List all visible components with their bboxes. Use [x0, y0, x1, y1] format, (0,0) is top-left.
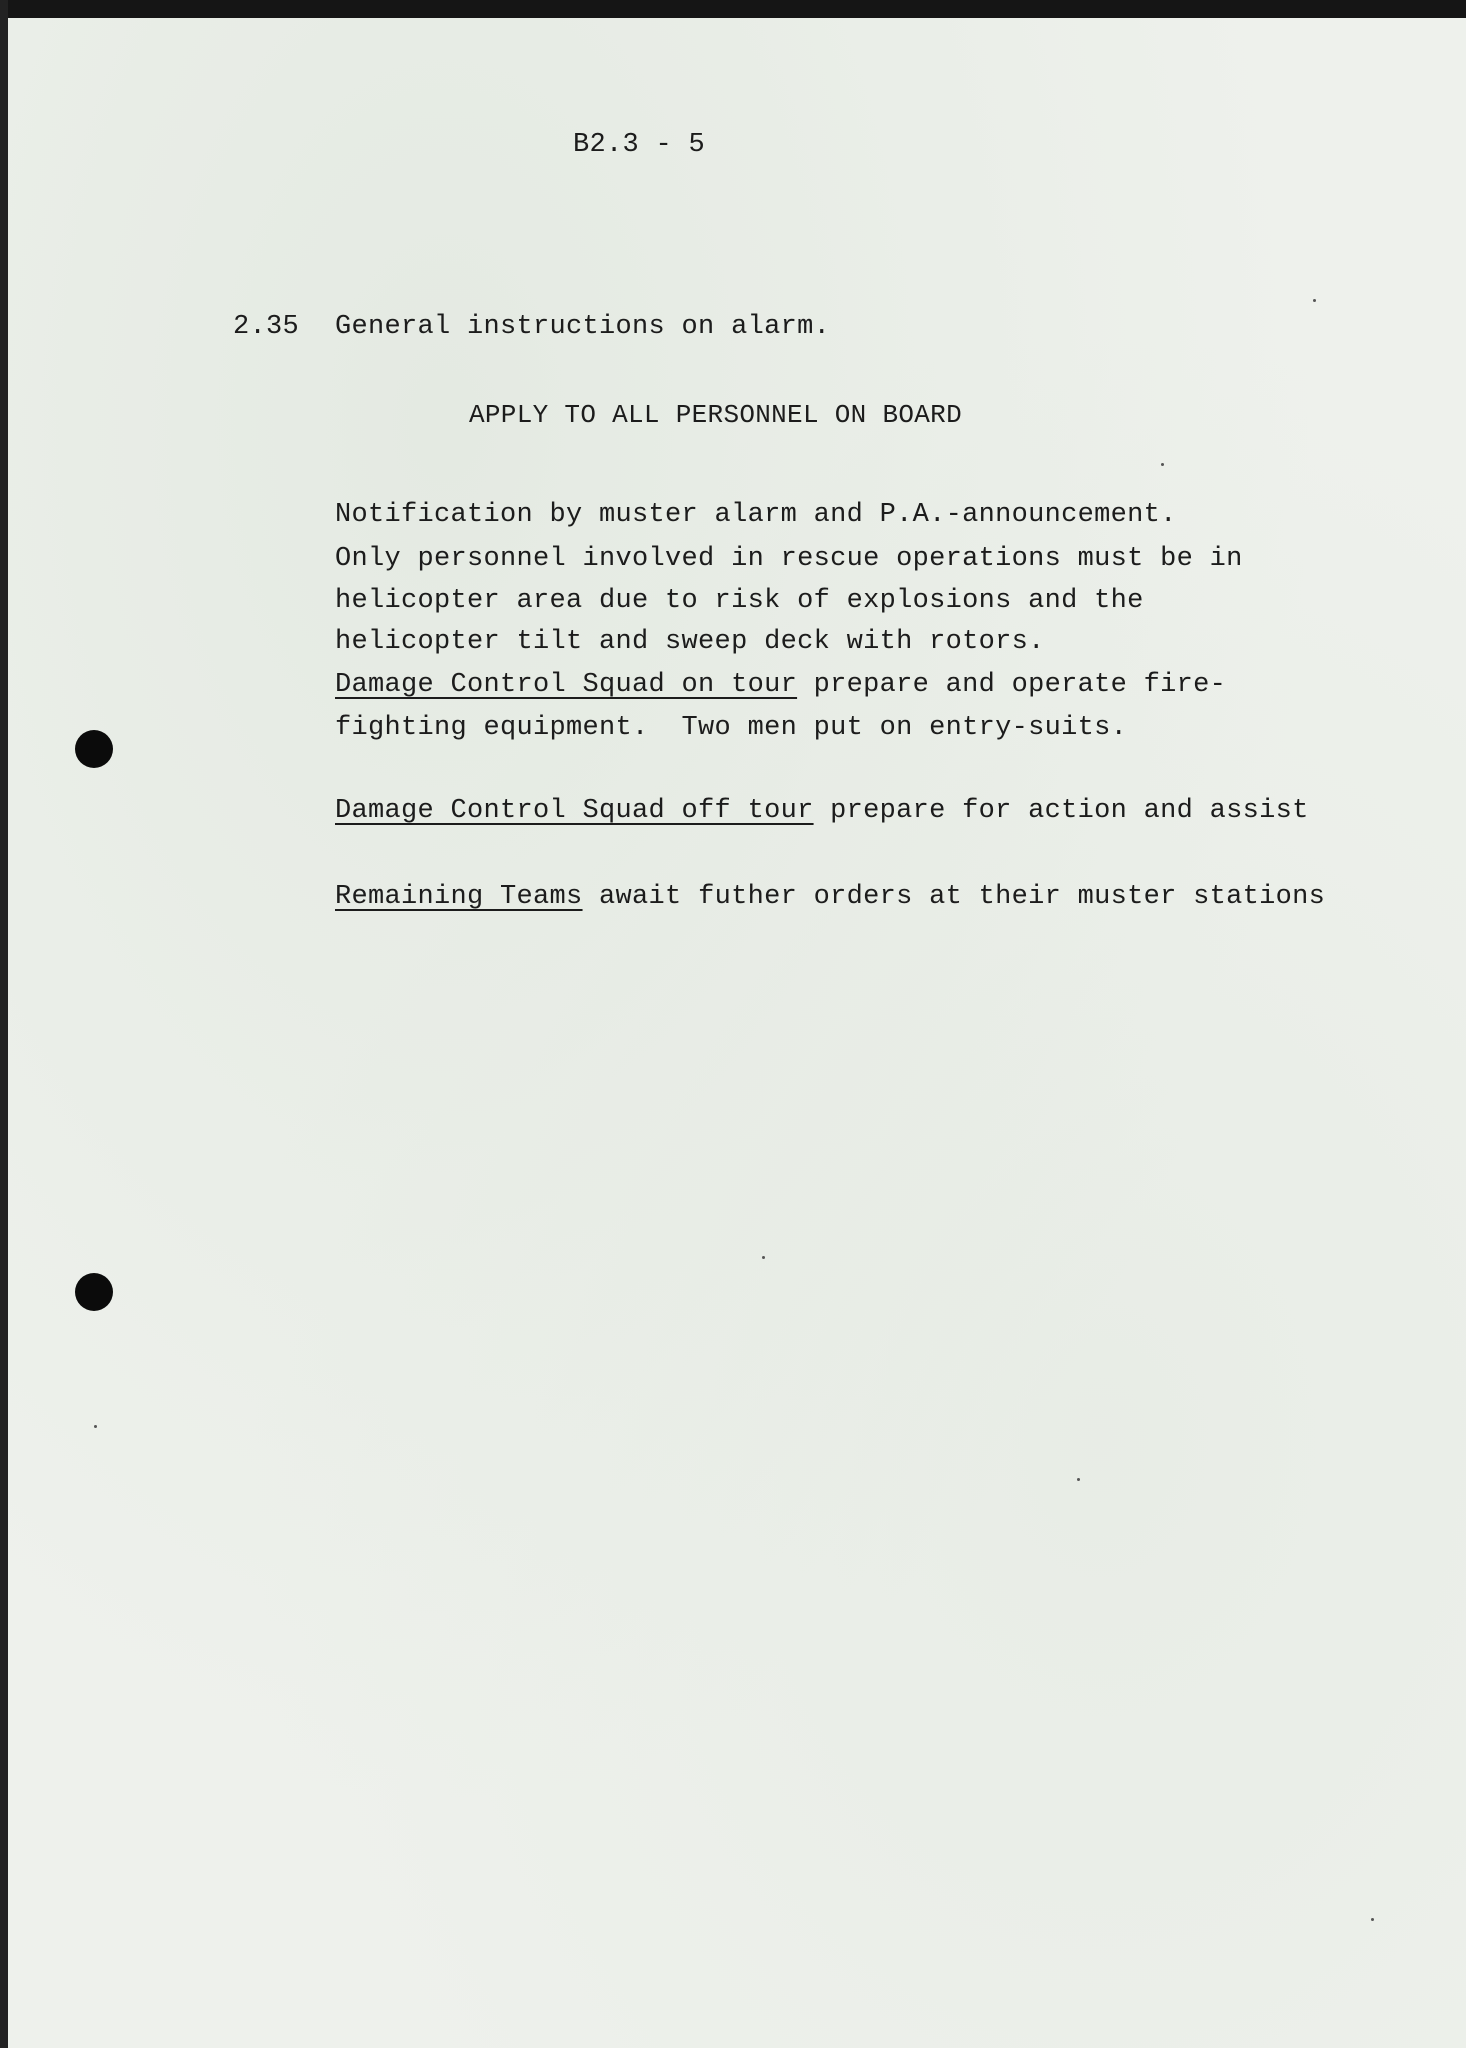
scan-top-edge — [0, 0, 1466, 18]
damage-off-tour-text: prepare for action and assist — [813, 796, 1309, 826]
document-page — [8, 18, 1466, 2048]
remaining-teams-label: Remaining Teams — [335, 882, 583, 912]
section-number: 2.35 — [233, 312, 300, 342]
remaining-teams-line — [335, 882, 1325, 912]
damage-on-tour-label: Damage Control Squad on tour — [335, 670, 798, 700]
section-title: General instructions on alarm. — [335, 312, 831, 342]
paragraph-line-2: Only personnel involved in rescue operations must be in — [335, 544, 1243, 574]
damage-on-tour-line-2: fighting equipment. Two men put on entry-suits. — [335, 713, 1128, 743]
scan-speck — [1161, 463, 1164, 466]
subheading: APPLY TO ALL PERSONNEL ON BOARD — [469, 400, 962, 430]
punch-hole-lower — [75, 1273, 113, 1311]
damage-on-tour-text: prepare and operate fire- — [797, 670, 1227, 700]
remaining-teams-text: await futher orders at their muster stations — [582, 882, 1326, 912]
paragraph-line-1: Notification by muster alarm and P.A.-announcement. — [335, 500, 1177, 530]
paragraph-line-4: helicopter tilt and sweep deck with rotors. — [335, 627, 1045, 657]
damage-off-tour-line — [335, 796, 1309, 826]
damage-off-tour-label: Damage Control Squad off tour — [335, 796, 814, 826]
scan-speck — [762, 1256, 765, 1259]
damage-on-tour-line — [335, 670, 1226, 700]
scan-speck — [1371, 1918, 1374, 1921]
scan-speck — [94, 1425, 97, 1428]
page-reference: B2.3 - 5 — [573, 130, 706, 160]
scan-speck — [1077, 1478, 1080, 1481]
scan-left-edge — [0, 0, 8, 2048]
scan-speck — [1313, 299, 1316, 302]
punch-hole-upper — [75, 730, 113, 768]
paragraph-line-3: helicopter area due to risk of explosions and the — [335, 586, 1144, 616]
